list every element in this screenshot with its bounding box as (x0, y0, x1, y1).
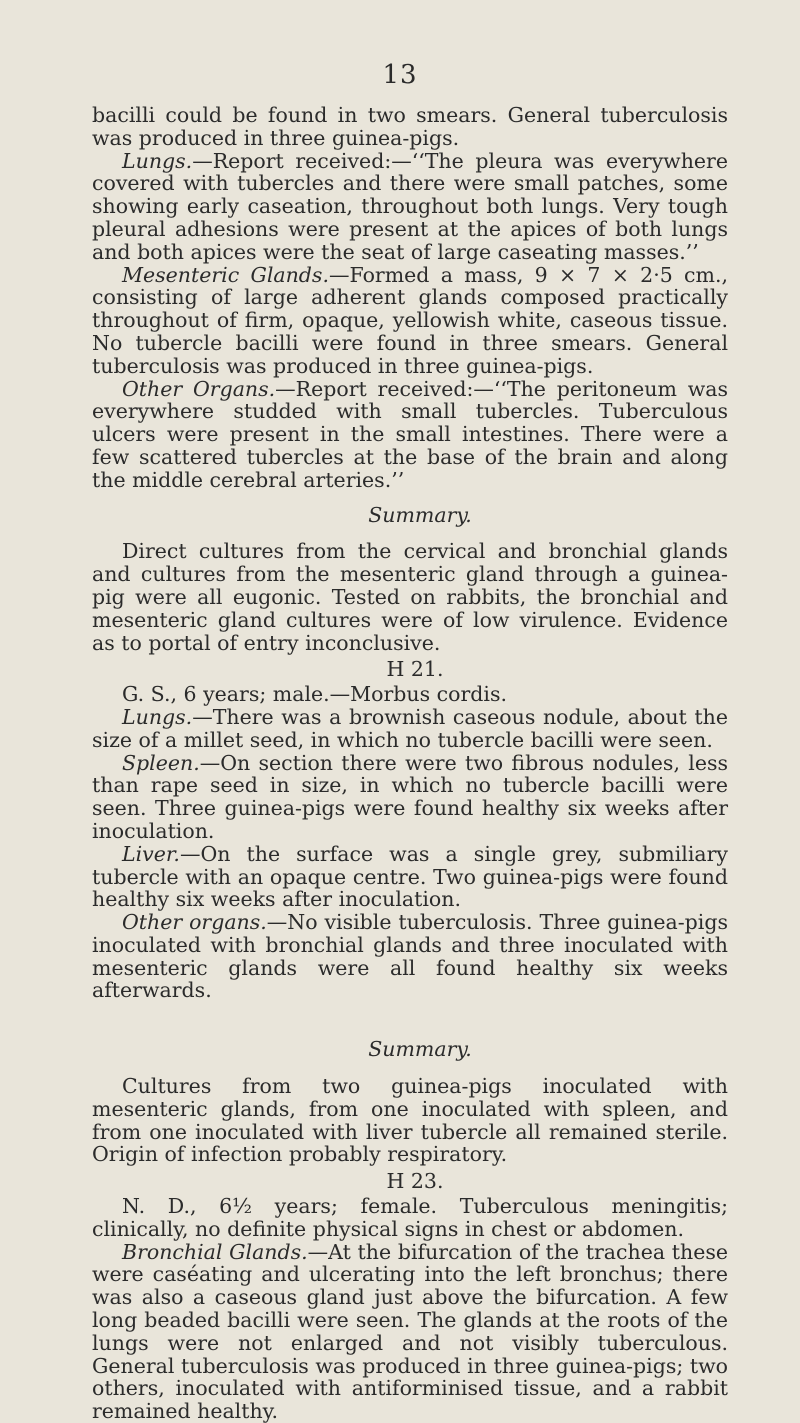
section-label: Spleen. (122, 750, 200, 775)
paragraph-lungs (92, 706, 728, 752)
paragraph-bronchial-glands (92, 1241, 728, 1423)
section-text: —Report received:—‘‘The pleura was everywhere covered with tubercles and there were small patches, some showing early caseation, throughout both lungs. Very tough pleural adhesions were present at the apices of both lungs and both apices were the seat of large caseating masses.’’ (92, 148, 728, 264)
case-heading: H 21. (386, 657, 444, 682)
section-text: —No visible tuberculosis. Three guinea-pigs inoculated with bronchial glands and three inoculated with mesenteric glands were all found healthy six weeks afterwards. (92, 910, 728, 1003)
spacer (92, 1002, 728, 1026)
case-intro: N. D., 6½ years; female. Tuberculous meningitis; clinically, no definite physical signs in chest or abdomen. (92, 1194, 728, 1241)
section-text: —On section there were two fibrous nodules, less than rape seed in size, in which no tubercle bacilli were seen. Three guinea-pigs were found healthy six weeks after inoculation. (92, 750, 728, 843)
summary-heading: Summary. (368, 502, 472, 527)
section-label: Lungs. (122, 704, 193, 729)
section-text: —At the bifurcation of the trachea these were caséating and ulcerating into the left bronchus; there was also a caseous gland just above the bifurcation. A few long beaded bacilli were seen. The glands at the roots of the lungs were not enlarged and not visibly tuberculous. General tuberculosis was produced in three guinea-pigs; two others, inoculated with antiforminised tissue, and a rabbit remained healthy. (92, 1239, 728, 1423)
section-text: —There was a brownish caseous nodule, about the size of a millet seed, in which no tubercle bacilli were seen. (92, 704, 728, 752)
paragraph-lungs (92, 150, 728, 264)
paragraph-mesenteric-glands (92, 264, 728, 378)
paragraph: bacilli could be found in two smears. General tuberculosis was produced in three guinea-pigs. (92, 103, 728, 150)
page-number: 13 (382, 60, 418, 90)
paragraph-liver (92, 843, 728, 911)
section-text: —Formed a mass, 9 × 7 × 2·5 cm., consisting of large adherent glands composed practically throughout of firm, opaque, yellowish white, caseous tissue. No tubercle bacilli were found in three smears. General tuberculosis was produced in three guinea-pigs. (92, 262, 729, 378)
summary-paragraph: Direct cultures from the cervical and bronchial glands and cultures from the mesenteric gland through a guinea-pig were all eugonic. Tested on rabbits, the bronchial and mesenteric gland cultures were of low virulence. Evidence as to portal of entry inconclusive. (92, 539, 728, 655)
section-label: Other organs. (122, 910, 267, 935)
case-intro: G. S., 6 years; male.—Morbus cordis. (122, 682, 507, 707)
paragraph-other-organs (92, 911, 728, 1002)
section-label: Lungs. (122, 148, 193, 173)
section-text: —Report received:—‘‘The peritoneum was everywhere studded with small tubercles. Tuberculous ulcers were present in the small intestines. There were a few scattered tubercles at the base of the brain and along the middle cerebral arteries.’’ (92, 376, 728, 492)
case-heading: H 23. (386, 1169, 444, 1194)
section-label: Mesenteric Glands. (122, 262, 329, 287)
summary-heading: Summary. (368, 1037, 472, 1062)
summary-paragraph: Cultures from two guinea-pigs inoculated with mesenteric glands, from one inoculated with spleen, and from one inoculated with liver tubercle all remained sterile. Origin of infection probably respiratory. (92, 1074, 728, 1167)
body-text (92, 104, 728, 1423)
paragraph-other-organs (92, 378, 728, 492)
section-text: —On the surface was a single grey, submiliary tubercle with an opaque centre. Two guinea-pigs were found healthy six weeks after inoculation. (92, 841, 728, 912)
section-label: Liver. (122, 841, 180, 866)
paragraph-spleen (92, 752, 728, 843)
section-label: Other Organs. (122, 376, 276, 401)
section-label: Bronchial Glands. (122, 1239, 308, 1264)
